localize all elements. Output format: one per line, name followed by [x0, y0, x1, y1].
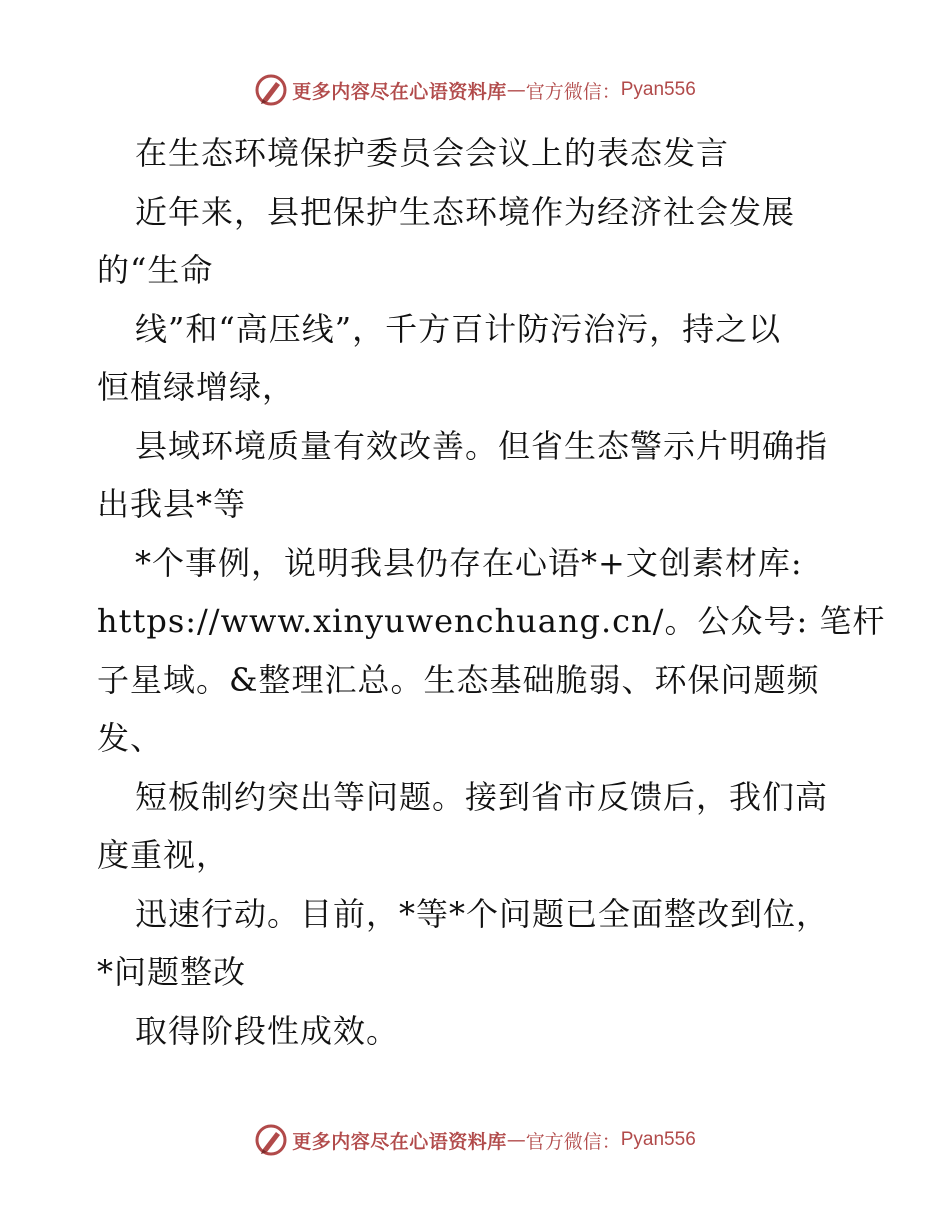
document-line: 度重视， [97, 836, 230, 874]
watermark-sub-text: 官方微信： [525, 80, 621, 103]
document-line: 出我县*等 [97, 485, 247, 523]
document-line: 近年来，县把保护生态环境作为经济社会发展 [135, 192, 796, 231]
document-line: 迅速行动。目前，*等*个问题已全面整改到位， [135, 894, 830, 933]
header-watermark [0, 70, 950, 110]
document-line: 县域环境质量有效改善。但省生态警示片明确指 [135, 426, 829, 465]
watermark-dash: — [506, 79, 526, 101]
document-line: *问题整改 [97, 953, 247, 991]
watermark-dash: — [506, 1129, 526, 1151]
watermark-main-text: 更多内容尽在心语资料库 [292, 80, 507, 103]
document-line: 发、 [97, 719, 164, 757]
document-line: 短板制约突出等问题。接到省市反馈后，我们高 [135, 777, 829, 816]
document-line: 恒植绿增绿， [97, 368, 296, 406]
watermark-main-text: 更多内容尽在心语资料库 [292, 1130, 507, 1153]
pen-logo-icon [254, 73, 288, 107]
document-line: *个事例，说明我县仍存在心语*+文创素材库: [135, 543, 803, 582]
document-body [97, 124, 886, 1060]
watermark-wechat-id: Pyan556 [620, 1129, 696, 1150]
document-line: 线”和“高压线”，千方百计防污治污，持之以 [135, 309, 782, 348]
pen-logo-icon [254, 1123, 288, 1157]
watermark-sub-text: 官方微信： [525, 1130, 621, 1153]
footer-watermark [0, 1120, 950, 1160]
document-line: 取得阶段性成效。 [135, 1011, 400, 1050]
watermark-wechat-id: Pyan556 [620, 79, 696, 100]
document-line: 的“生命 [97, 251, 214, 289]
document-line: 在生态环境保护委员会会议上的表态发言 [135, 134, 730, 172]
document-line: 子星域。&整理汇总。生态基础脆弱、环保问题频 [97, 660, 820, 699]
document-line: https://www.xinyuwenchuang.cn/。公众号: 笔杆 [97, 602, 886, 640]
